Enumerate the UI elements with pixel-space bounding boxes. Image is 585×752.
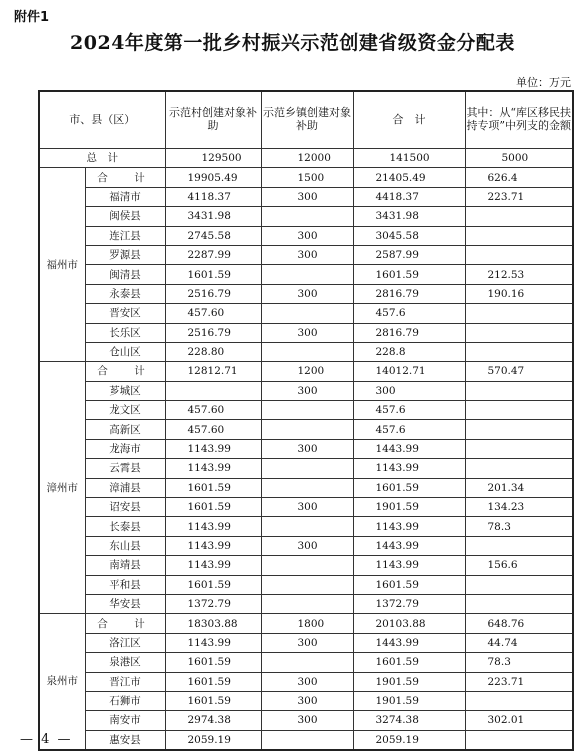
cell-village: 1143.99 (165, 536, 261, 555)
header-total: 合 计 (353, 91, 465, 149)
cell-total: 20103.88 (353, 614, 465, 633)
cell-town: 1200 (261, 362, 353, 381)
county-name: 南安市 (85, 711, 165, 730)
table-row (39, 653, 573, 672)
table-row (39, 245, 573, 264)
allocation-table (38, 90, 574, 751)
table-row (39, 498, 573, 517)
cell-town: 300 (261, 498, 353, 517)
cell-village (165, 381, 261, 400)
county-name: 罗源县 (85, 245, 165, 264)
cell-town (261, 207, 353, 226)
cell-village: 2745.58 (165, 226, 261, 245)
county-name: 惠安县 (85, 730, 165, 749)
cell-total: 2816.79 (353, 323, 465, 342)
table-row (39, 439, 573, 458)
table-row (39, 730, 573, 749)
cell-town: 300 (261, 711, 353, 730)
county-name: 晋安区 (85, 304, 165, 323)
cell-town (261, 556, 353, 575)
county-name: 福清市 (85, 187, 165, 206)
cell-total: 1372.79 (353, 594, 465, 613)
city-name: 漳州市 (39, 362, 85, 614)
table-row (39, 187, 573, 206)
cell-reservoir: 648.76 (465, 614, 573, 633)
cell-total: 1143.99 (353, 517, 465, 536)
grand-total-row (39, 149, 573, 168)
table-row (39, 284, 573, 303)
table-row (39, 304, 573, 323)
table-row (39, 381, 573, 400)
cell-reservoir: 223.71 (465, 672, 573, 691)
cell-village: 1601.59 (165, 265, 261, 284)
city-name: 福州市 (39, 168, 85, 362)
unit-label: 单位：万元 (516, 76, 571, 89)
cell-village: 1372.79 (165, 594, 261, 613)
cell-town: 300 (261, 439, 353, 458)
cell-village: 228.80 (165, 342, 261, 361)
county-name: 云霄县 (85, 459, 165, 478)
county-name: 连江县 (85, 226, 165, 245)
table-row (39, 691, 573, 710)
cell-total: 3274.38 (353, 711, 465, 730)
cell-village: 1143.99 (165, 556, 261, 575)
cell-village: 457.60 (165, 401, 261, 420)
county-name: 东山县 (85, 536, 165, 555)
county-name: 闽清县 (85, 265, 165, 284)
county-name: 长乐区 (85, 323, 165, 342)
county-name: 仓山区 (85, 342, 165, 361)
cell-village: 1601.59 (165, 498, 261, 517)
cell-village: 2287.99 (165, 245, 261, 264)
cell-total: 1443.99 (353, 439, 465, 458)
county-name: 长泰县 (85, 517, 165, 536)
cell-total: 1601.59 (353, 575, 465, 594)
cell-town: 300 (261, 284, 353, 303)
cell-reservoir (465, 575, 573, 594)
cell-total: 1601.59 (353, 265, 465, 284)
cell-village: 12812.71 (165, 362, 261, 381)
table-row (39, 536, 573, 555)
cell-village: 1601.59 (165, 691, 261, 710)
cell-total: 1901.59 (353, 691, 465, 710)
cell-village: 457.60 (165, 304, 261, 323)
table-row (39, 226, 573, 245)
cell-reservoir: 223.71 (465, 187, 573, 206)
county-name: 合 计 (85, 614, 165, 633)
cell-reservoir (465, 459, 573, 478)
cell-reservoir: 201.34 (465, 478, 573, 497)
city-subtotal-row (39, 614, 573, 633)
table-row (39, 517, 573, 536)
cell-town (261, 342, 353, 361)
county-name: 漳浦县 (85, 478, 165, 497)
cell-total: 300 (353, 381, 465, 400)
county-name: 平和县 (85, 575, 165, 594)
page-number: — 4 — (20, 732, 73, 747)
county-name: 合 计 (85, 168, 165, 187)
cell-village: 1143.99 (165, 517, 261, 536)
cell-reservoir (465, 730, 573, 749)
cell-village: 1143.99 (165, 459, 261, 478)
cell-town (261, 420, 353, 439)
cell-reservoir (465, 381, 573, 400)
cell-town: 300 (261, 536, 353, 555)
cell-total: 1901.59 (353, 498, 465, 517)
cell-town (261, 730, 353, 749)
cell-reservoir: 212.53 (465, 265, 573, 284)
cell-town (261, 459, 353, 478)
county-name: 龙海市 (85, 439, 165, 458)
grand-total-total: 141500 (353, 149, 465, 168)
grand-total-village: 129500 (165, 149, 261, 168)
county-name: 石狮市 (85, 691, 165, 710)
table-row (39, 594, 573, 613)
header-town: 示范乡镇创建对象补助 (261, 91, 353, 149)
table-row (39, 342, 573, 361)
cell-village: 457.60 (165, 420, 261, 439)
cell-town (261, 478, 353, 497)
table-row (39, 420, 573, 439)
cell-village: 3431.98 (165, 207, 261, 226)
cell-town (261, 401, 353, 420)
cell-total: 14012.71 (353, 362, 465, 381)
cell-town: 300 (261, 323, 353, 342)
cell-town: 300 (261, 691, 353, 710)
cell-town (261, 594, 353, 613)
table-row (39, 323, 573, 342)
cell-total: 1443.99 (353, 536, 465, 555)
cell-village: 1143.99 (165, 439, 261, 458)
cell-town (261, 653, 353, 672)
county-name: 合 计 (85, 362, 165, 381)
cell-village: 2974.38 (165, 711, 261, 730)
cell-town (261, 575, 353, 594)
table-row (39, 401, 573, 420)
cell-reservoir: 78.3 (465, 653, 573, 672)
cell-total: 1601.59 (353, 478, 465, 497)
cell-reservoir (465, 536, 573, 555)
cell-village: 1601.59 (165, 672, 261, 691)
cell-town: 1500 (261, 168, 353, 187)
table-row (39, 265, 573, 284)
cell-reservoir: 190.16 (465, 284, 573, 303)
cell-village: 2516.79 (165, 323, 261, 342)
cell-town: 300 (261, 245, 353, 264)
cell-total: 228.8 (353, 342, 465, 361)
cell-reservoir: 302.01 (465, 711, 573, 730)
cell-town (261, 517, 353, 536)
cell-town: 300 (261, 672, 353, 691)
table-row (39, 633, 573, 652)
city-subtotal-row (39, 168, 573, 187)
cell-reservoir (465, 439, 573, 458)
cell-town: 300 (261, 187, 353, 206)
cell-total: 2816.79 (353, 284, 465, 303)
header-reservoir: 其中：从“库区移民扶持专项”中列支的金额 (465, 91, 573, 149)
cell-reservoir (465, 245, 573, 264)
cell-town: 300 (261, 381, 353, 400)
cell-reservoir: 44.74 (465, 633, 573, 652)
table-row (39, 459, 573, 478)
cell-town: 1800 (261, 614, 353, 633)
header-village: 示范村创建对象补助 (165, 91, 261, 149)
cell-village: 2516.79 (165, 284, 261, 303)
cell-town (261, 304, 353, 323)
cell-reservoir: 78.3 (465, 517, 573, 536)
county-name: 南靖县 (85, 556, 165, 575)
cell-total: 21405.49 (353, 168, 465, 187)
cell-total: 1601.59 (353, 653, 465, 672)
county-name: 永泰县 (85, 284, 165, 303)
county-name: 诏安县 (85, 498, 165, 517)
cell-town: 300 (261, 226, 353, 245)
grand-total-reservoir: 5000 (465, 149, 573, 168)
cell-total: 457.6 (353, 420, 465, 439)
cell-reservoir (465, 691, 573, 710)
cell-village: 1143.99 (165, 633, 261, 652)
cell-village: 1601.59 (165, 653, 261, 672)
table-row (39, 711, 573, 730)
cell-total: 1901.59 (353, 672, 465, 691)
table-row (39, 207, 573, 226)
cell-reservoir: 134.23 (465, 498, 573, 517)
cell-total: 1443.99 (353, 633, 465, 652)
cell-town (261, 265, 353, 284)
header-area: 市、县（区） (39, 91, 165, 149)
cell-total: 1143.99 (353, 459, 465, 478)
cell-village: 18303.88 (165, 614, 261, 633)
county-name: 高新区 (85, 420, 165, 439)
cell-village: 2059.19 (165, 730, 261, 749)
cell-total: 4418.37 (353, 187, 465, 206)
county-name: 芗城区 (85, 381, 165, 400)
table-row (39, 478, 573, 497)
cell-reservoir (465, 207, 573, 226)
attachment-label: 附件1 (14, 10, 50, 25)
cell-village: 4118.37 (165, 187, 261, 206)
cell-reservoir (465, 594, 573, 613)
cell-reservoir (465, 323, 573, 342)
cell-total: 3431.98 (353, 207, 465, 226)
grand-total-town: 12000 (261, 149, 353, 168)
cell-reservoir: 626.4 (465, 168, 573, 187)
cell-village: 1601.59 (165, 575, 261, 594)
county-name: 晋江市 (85, 672, 165, 691)
city-subtotal-row (39, 362, 573, 381)
grand-total-label: 总 计 (39, 149, 165, 168)
county-name: 泉港区 (85, 653, 165, 672)
county-name: 华安县 (85, 594, 165, 613)
cell-village: 1601.59 (165, 478, 261, 497)
table-row (39, 556, 573, 575)
city-name: 泉州市 (39, 614, 85, 750)
cell-total: 457.6 (353, 304, 465, 323)
cell-total: 2059.19 (353, 730, 465, 749)
cell-reservoir (465, 304, 573, 323)
document-title: 2024年度第一批乡村振兴示范创建省级资金分配表 (70, 32, 515, 54)
table-row (39, 575, 573, 594)
cell-total: 3045.58 (353, 226, 465, 245)
table-row (39, 672, 573, 691)
cell-reservoir (465, 226, 573, 245)
table-body (39, 149, 573, 750)
cell-reservoir (465, 342, 573, 361)
table-header-row (39, 91, 573, 149)
cell-town: 300 (261, 633, 353, 652)
cell-total: 1143.99 (353, 556, 465, 575)
cell-reservoir (465, 401, 573, 420)
county-name: 龙文区 (85, 401, 165, 420)
cell-total: 457.6 (353, 401, 465, 420)
cell-total: 2587.99 (353, 245, 465, 264)
county-name: 洛江区 (85, 633, 165, 652)
cell-reservoir: 156.6 (465, 556, 573, 575)
cell-reservoir (465, 420, 573, 439)
cell-reservoir: 570.47 (465, 362, 573, 381)
county-name: 闽侯县 (85, 207, 165, 226)
cell-village: 19905.49 (165, 168, 261, 187)
